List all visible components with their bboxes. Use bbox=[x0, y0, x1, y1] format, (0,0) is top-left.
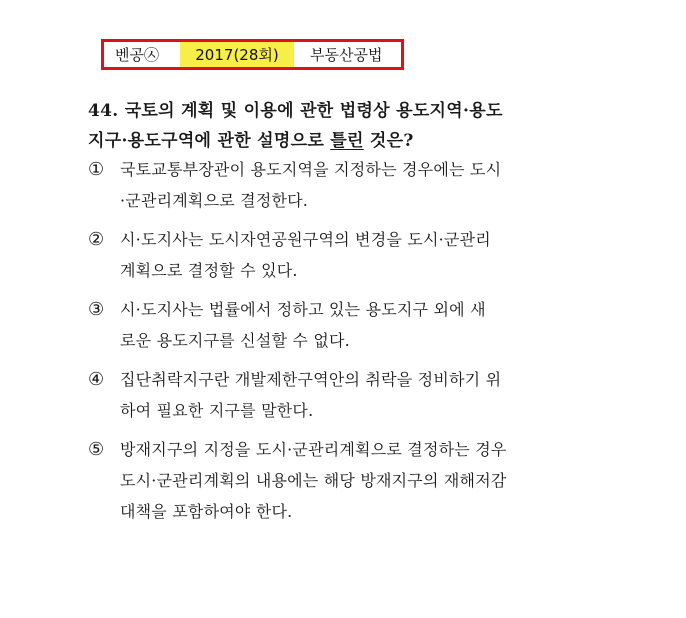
option-5-number: ⑤ bbox=[88, 439, 105, 460]
exam-source-label: 벤공㉦ bbox=[115, 46, 159, 64]
option-1-line-2: ·군관리계획으로 결정한다. bbox=[120, 191, 309, 210]
option-4-text bbox=[120, 364, 608, 426]
option-2-text bbox=[120, 224, 608, 286]
option-1[interactable] bbox=[88, 154, 608, 216]
option-2-line-2: 계획으로 결정할 수 있다. bbox=[120, 261, 298, 280]
option-2-line-1: 시·도지사는 도시자연공원구역의 변경을 도시·군관리 bbox=[120, 230, 491, 249]
option-3-line-1: 시·도지사는 법률에서 정하고 있는 용도지구 외에 새 bbox=[120, 300, 486, 319]
exam-year-label: 2017(28회) bbox=[180, 42, 294, 67]
option-3[interactable] bbox=[88, 294, 608, 356]
answer-options bbox=[88, 154, 608, 535]
option-2-number: ② bbox=[88, 229, 105, 250]
option-3-text bbox=[120, 294, 608, 356]
option-5-text bbox=[120, 434, 608, 527]
option-5[interactable] bbox=[88, 434, 608, 527]
option-5-line-1: 방재지구의 지정을 도시·군관리계획으로 결정하는 경우 bbox=[120, 440, 507, 459]
question-line-2-suffix: 것은? bbox=[363, 131, 414, 151]
option-2[interactable] bbox=[88, 224, 608, 286]
question-stem bbox=[88, 96, 608, 156]
option-1-line-1: 국토교통부장관이 용도지역을 지정하는 경우에는 도시 bbox=[120, 160, 502, 179]
question-line-1: 44. 국토의 계획 및 이용에 관한 법령상 용도지역·용도 bbox=[88, 101, 503, 121]
option-5-line-2: 도시·군관리계획의 내용에는 해당 방재지구의 재해저감 bbox=[120, 471, 507, 490]
exam-subject-label: 부동산공법 bbox=[310, 46, 383, 64]
question-emphasis-wrong: 틀린 bbox=[330, 131, 364, 151]
option-5-line-3: 대책을 포함하여야 한다. bbox=[120, 502, 293, 521]
option-1-text bbox=[120, 154, 608, 216]
option-3-number: ③ bbox=[88, 299, 105, 320]
option-4-line-2: 하여 필요한 지구를 말한다. bbox=[120, 401, 314, 420]
question-line-2 bbox=[88, 126, 608, 156]
option-1-number: ① bbox=[88, 159, 105, 180]
option-3-line-2: 로운 용도지구를 신설할 수 없다. bbox=[120, 331, 350, 350]
question-line-2-prefix: 지구·용도구역에 관한 설명으로 bbox=[88, 131, 331, 151]
exam-header bbox=[101, 39, 404, 70]
option-4-line-1: 집단취락지구란 개발제한구역안의 취락을 정비하기 위 bbox=[120, 370, 502, 389]
option-4[interactable] bbox=[88, 364, 608, 426]
option-4-number: ④ bbox=[88, 369, 105, 390]
